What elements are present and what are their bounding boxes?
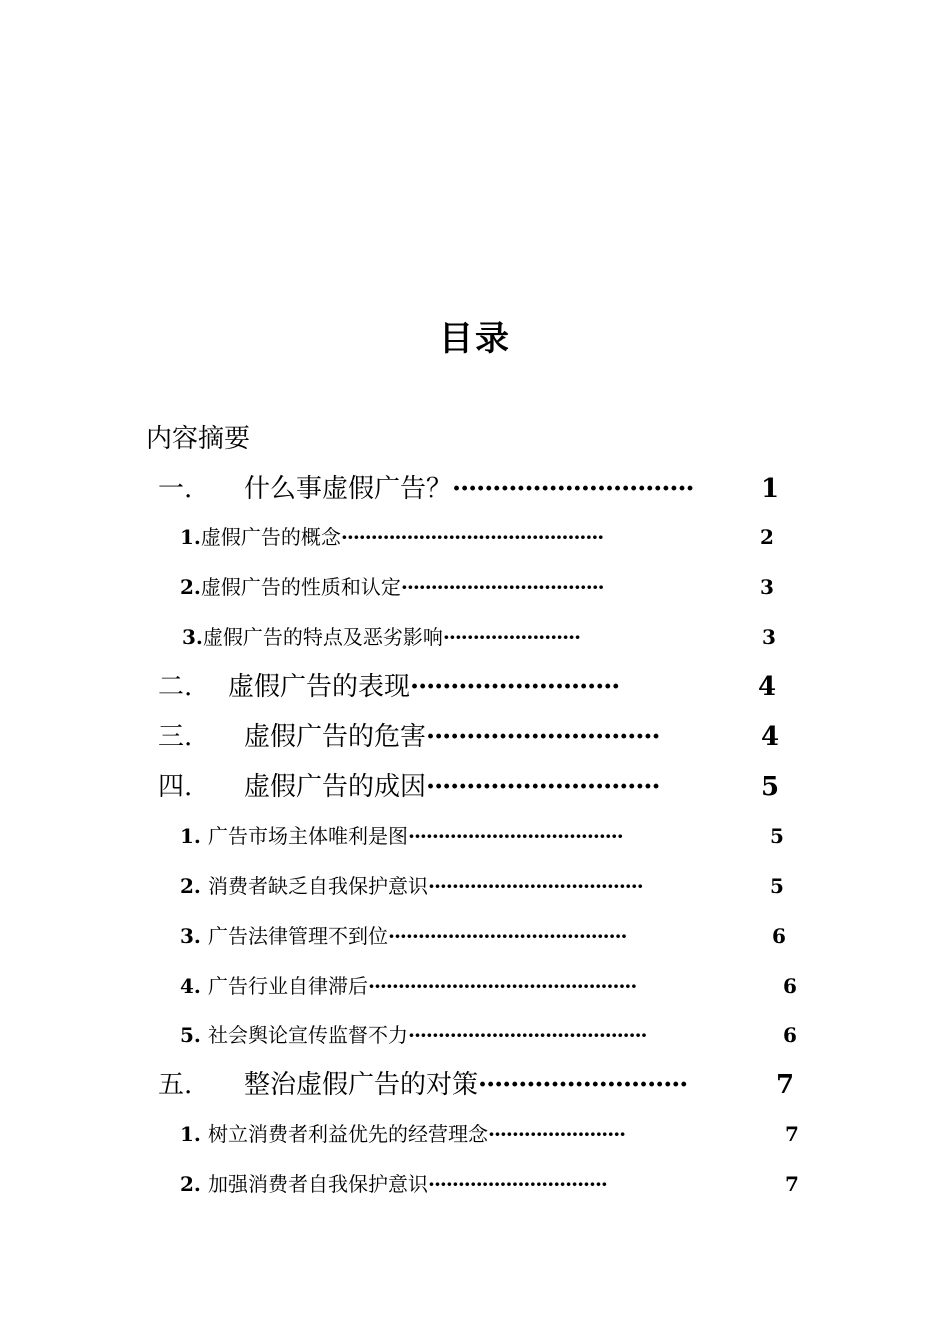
toc-entry-page: 6	[783, 974, 797, 998]
toc-entry-number: 1.	[180, 824, 201, 848]
toc-entry-page: 6	[783, 1023, 797, 1047]
toc-entry-number: 四.	[158, 772, 193, 802]
toc-entry-text: 广告市场主体唯利是图	[208, 824, 408, 848]
toc-entry-dots: ·············································	[368, 974, 637, 998]
toc-entry-text: 虚假广告的特点及恶劣影响	[202, 625, 443, 649]
toc-entry[interactable]	[180, 523, 800, 551]
toc-entry-page: 6	[772, 924, 786, 948]
toc-entry[interactable]	[158, 720, 798, 754]
toc-entry-number: 1.	[180, 525, 201, 549]
toc-entry-number: 1.	[180, 1122, 201, 1146]
toc-entry[interactable]	[182, 623, 802, 651]
toc-entry-text: 虚假广告的性质和认定	[200, 575, 401, 599]
toc-entry-page: 5	[761, 772, 780, 802]
toc-entry-text: 虚假广告的概念	[200, 525, 341, 549]
toc-entry-text: 整治虚假广告的对策	[244, 1070, 479, 1100]
toc-entry-page: 4	[758, 672, 777, 702]
toc-entry-page: 3	[762, 625, 776, 649]
toc-entry[interactable]	[180, 573, 800, 601]
toc-entry-dots: ········································	[388, 924, 627, 948]
toc-entry-number: 4.	[180, 974, 201, 998]
toc-entry-number: 3.	[182, 625, 203, 649]
toc-entry-page: 1	[761, 474, 780, 504]
toc-abstract: 内容摘要	[146, 424, 251, 454]
toc-entry-dots: ········································	[408, 1023, 647, 1047]
toc-title: 目录	[439, 319, 511, 359]
toc-entry-dots: ······························	[428, 1172, 607, 1196]
toc-entry-number: 3.	[180, 924, 201, 948]
toc-entry[interactable]	[180, 822, 800, 850]
toc-entry-text: 加强消费者自我保护意识	[208, 1172, 428, 1196]
toc-entry-text: 虚假广告的危害	[244, 722, 427, 752]
toc-entry-number: 2.	[180, 1172, 201, 1196]
toc-entry-page: 3	[760, 575, 774, 599]
toc-entry-number: 2.	[180, 874, 201, 898]
toc-entry-page: 5	[770, 824, 784, 848]
toc-entry-number: 二.	[158, 672, 193, 702]
toc-entry-page: 4	[761, 722, 780, 752]
toc-entry[interactable]	[158, 472, 798, 506]
toc-entry-dots: ············································	[340, 525, 604, 549]
toc-entry[interactable]	[180, 1170, 810, 1198]
toc-entry-text: 广告法律管理不到位	[208, 924, 388, 948]
toc-entry-text: 广告行业自律滞后	[208, 974, 368, 998]
toc-entry-page: 7	[785, 1172, 799, 1196]
toc-entry-dots: ····································	[428, 874, 643, 898]
toc-entry[interactable]	[180, 922, 800, 950]
toc-entry-dots: ······························	[452, 474, 694, 504]
toc-entry-page: 7	[785, 1122, 799, 1146]
toc-entry-page: 5	[770, 874, 784, 898]
toc-entry-text: 社会舆论宣传监督不力	[208, 1023, 408, 1047]
toc-entry-number: 5.	[180, 1023, 201, 1047]
toc-entry[interactable]	[158, 770, 798, 804]
toc-entry-dots: ·····························	[426, 772, 660, 802]
toc-entry-dots: ····································	[408, 824, 623, 848]
toc-entry[interactable]	[180, 872, 800, 900]
toc-entry-number: 三.	[158, 722, 193, 752]
toc-entry-dots: ·······················	[488, 1122, 626, 1146]
toc-entry[interactable]	[158, 670, 798, 704]
toc-entry-dots: ·······················	[442, 625, 581, 649]
toc-entry-dots: ··························	[410, 672, 620, 702]
toc-entry-number: 五.	[158, 1070, 193, 1100]
toc-entry-text: 虚假广告的表现	[228, 672, 411, 702]
toc-entry[interactable]	[180, 972, 800, 1000]
toc-entry-text: 虚假广告的成因	[244, 772, 427, 802]
toc-entry-text: 树立消费者利益优先的经营理念	[208, 1122, 488, 1146]
toc-entry-page: 2	[760, 525, 774, 549]
toc-entry-dots: ·····························	[426, 722, 660, 752]
toc-entry-text: 什么事虚假广告？	[244, 474, 453, 504]
toc-entry-page: 7	[776, 1070, 795, 1100]
toc-entry[interactable]	[180, 1021, 800, 1049]
toc-entry-dots: ··························	[478, 1070, 688, 1100]
toc-entry-dots: ··································	[400, 575, 604, 599]
toc-entry[interactable]	[180, 1120, 810, 1148]
toc-entry-number: 一.	[158, 474, 193, 504]
toc-entry-text: 消费者缺乏自我保护意识	[208, 874, 428, 898]
toc-entry[interactable]	[158, 1068, 808, 1102]
toc-entry-number: 2.	[180, 575, 201, 599]
